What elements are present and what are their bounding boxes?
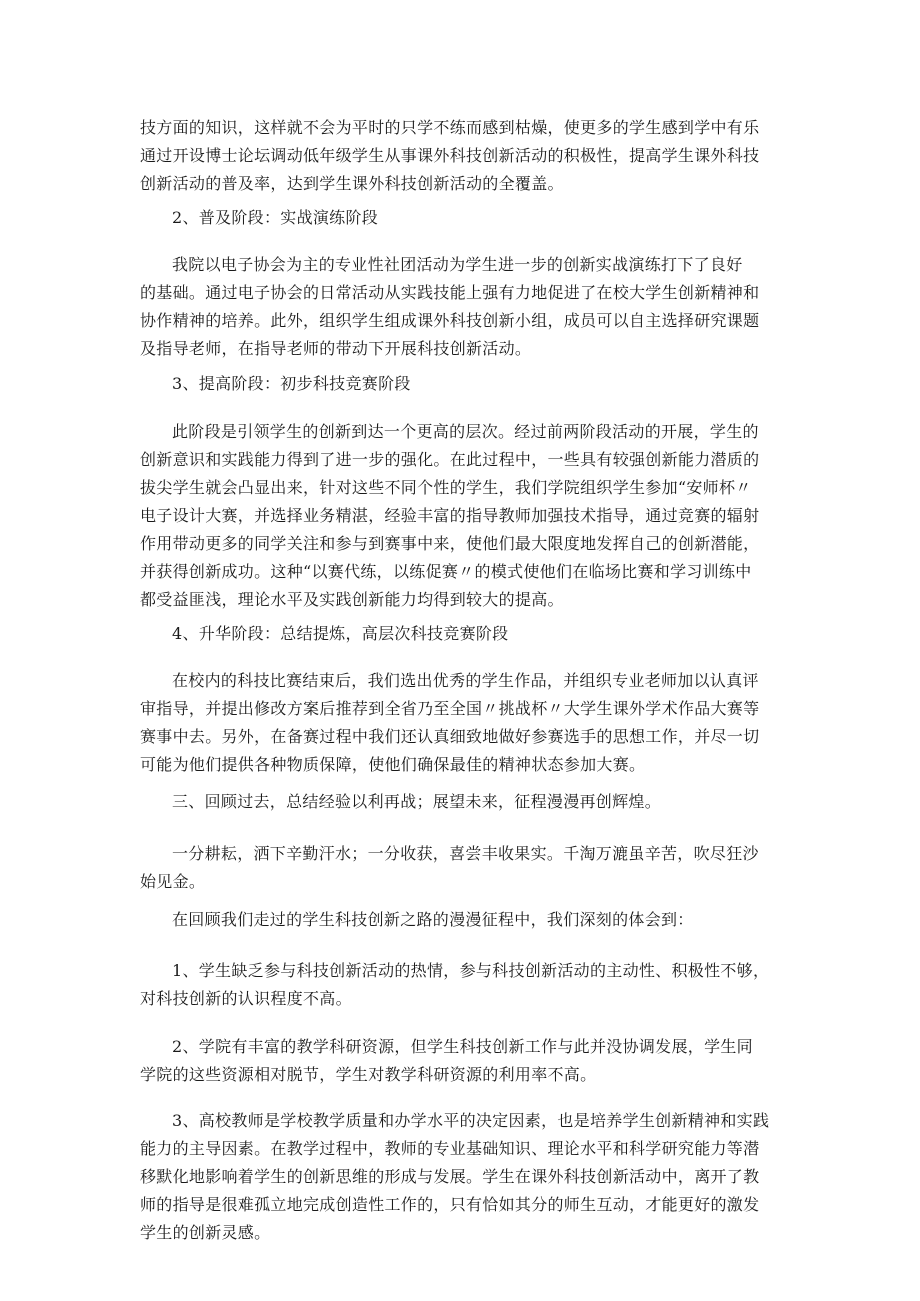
text-line: 一分耕耘，洒下辛勤汗水；一分收获，喜尝丰收果实。千淘万漉虽辛苦，吹尽狂沙 [172, 844, 759, 863]
section-heading-4 [140, 620, 780, 648]
text-line: 创新意识和实践能力得到了进一步的强化。在此过程中，一些具有较强创新能力潜质的 [140, 450, 760, 469]
text-line: 3、高校教师是学校教学质量和办学水平的决定因素，也是培养学生创新精神和实践 [172, 1111, 770, 1130]
text-line: 1、学生缺乏参与科技创新活动的热情，参与科技创新活动的主动性、积极性不够， [172, 961, 770, 980]
heading-text: 三、回顾过去，总结经验以利再战；展望未来，征程漫漫再创辉煌。 [172, 792, 662, 811]
text-line: 通过开设博士论坛调动低年级学生从事课外科技创新活动的积极性，提高学生课外科技 [140, 146, 760, 165]
section-heading-three [140, 788, 780, 816]
point-2 [140, 1033, 780, 1089]
text-line: 并获得创新成功。这种“以赛代练，以练促赛〃的模式使他们在临场比赛和学习训练中 [140, 562, 752, 581]
text-line: 移默化地影响着学生的创新思维的形成与发展。学生在课外科技创新活动中，离开了教 [140, 1167, 760, 1186]
paragraph-stage-4 [140, 667, 780, 779]
heading-text: 4、升华阶段：总结提炼，高层次科技竞赛阶段 [172, 624, 509, 643]
intro-paragraph [140, 114, 780, 198]
text-line: 电子设计大赛，并选择业务精湛，经验丰富的指导教师加强技术指导，通过竞赛的辐射 [140, 506, 760, 525]
text-line: 的基础。通过电子协会的日常活动从实践技能上强有力地促进了在校大学生创新精神和 [140, 283, 760, 302]
text-line: 创新活动的普及率，达到学生课外科技创新活动的全覆盖。 [140, 174, 564, 193]
paragraph-stage-2 [140, 251, 780, 363]
text-line: 在回顾我们走过的学生科技创新之路的漫漫征程中，我们深刻的体会到： [172, 910, 694, 929]
text-line: 拔尖学生就会凸显出来，针对这些不同个性的学生，我们学院组织学生参加“安师杯〃 [140, 478, 752, 497]
heading-text: 2、普及阶段：实战演练阶段 [172, 208, 379, 227]
text-line: 师的指导是很难孤立地完成创造性工作的，只有恰如其分的师生互动，才能更好的激发 [140, 1195, 760, 1214]
heading-text: 3、提高阶段：初步科技竞赛阶段 [172, 374, 411, 393]
text-line: 2、学院有丰富的教学科研资源，但学生科技创新工作与此并没协调发展，学生同 [172, 1037, 753, 1056]
paragraph-stage-3 [140, 418, 780, 614]
point-1 [140, 957, 780, 1013]
text-line: 我院以电子协会为主的专业性社团活动为学生进一步的创新实战演练打下了良好 [172, 255, 743, 274]
text-line: 始见金。 [140, 872, 206, 891]
section-heading-2 [140, 204, 780, 232]
text-line: 在校内的科技比赛结束后，我们选出优秀的学生作品，并组织专业老师加以认真评 [172, 671, 759, 690]
text-line: 审指导，并提出修改方案后推荐到全省乃至全国〃挑战杯〃大学生课外学术作品大赛等 [140, 699, 760, 718]
text-line: 技方面的知识，这样就不会为平时的只学不练而感到枯燥，使更多的学生感到学中有乐 [140, 118, 760, 137]
text-line: 赛事中去。另外，在备赛过程中我们还认真细致地做好参赛选手的思想工作，并尽一切 [140, 727, 760, 746]
text-line: 协作精神的培养。此外，组织学生组成课外科技创新小组，成员可以自主选择研究课题 [140, 311, 760, 330]
text-line: 及指导老师，在指导老师的带动下开展科技创新活动。 [140, 339, 532, 358]
text-line: 学院的这些资源相对脱节，学生对教学科研资源的利用率不高。 [140, 1065, 597, 1084]
text-line: 都受益匪浅，理论水平及实践创新能力均得到较大的提高。 [140, 590, 564, 609]
section-heading-3 [140, 370, 780, 398]
text-line: 可能为他们提供各种物质保障，使他们确保最佳的精神状态参加大赛。 [140, 755, 646, 774]
paragraph-review [140, 906, 780, 934]
text-line: 此阶段是引领学生的创新到达一个更高的层次。经过前两阶段活动的开展，学生的 [172, 422, 759, 441]
text-line: 对科技创新的认识程度不高。 [140, 989, 352, 1008]
paragraph-harvest [140, 840, 780, 896]
point-3 [140, 1107, 780, 1247]
text-line: 作用带动更多的同学关注和参与到赛事中来，使他们最大限度地发挥自己的创新潜能， [140, 534, 760, 553]
text-line: 能力的主导因素。在教学过程中，教师的专业基础知识、理论水平和科学研究能力等潜 [140, 1139, 760, 1158]
text-line: 学生的创新灵感。 [140, 1223, 271, 1242]
